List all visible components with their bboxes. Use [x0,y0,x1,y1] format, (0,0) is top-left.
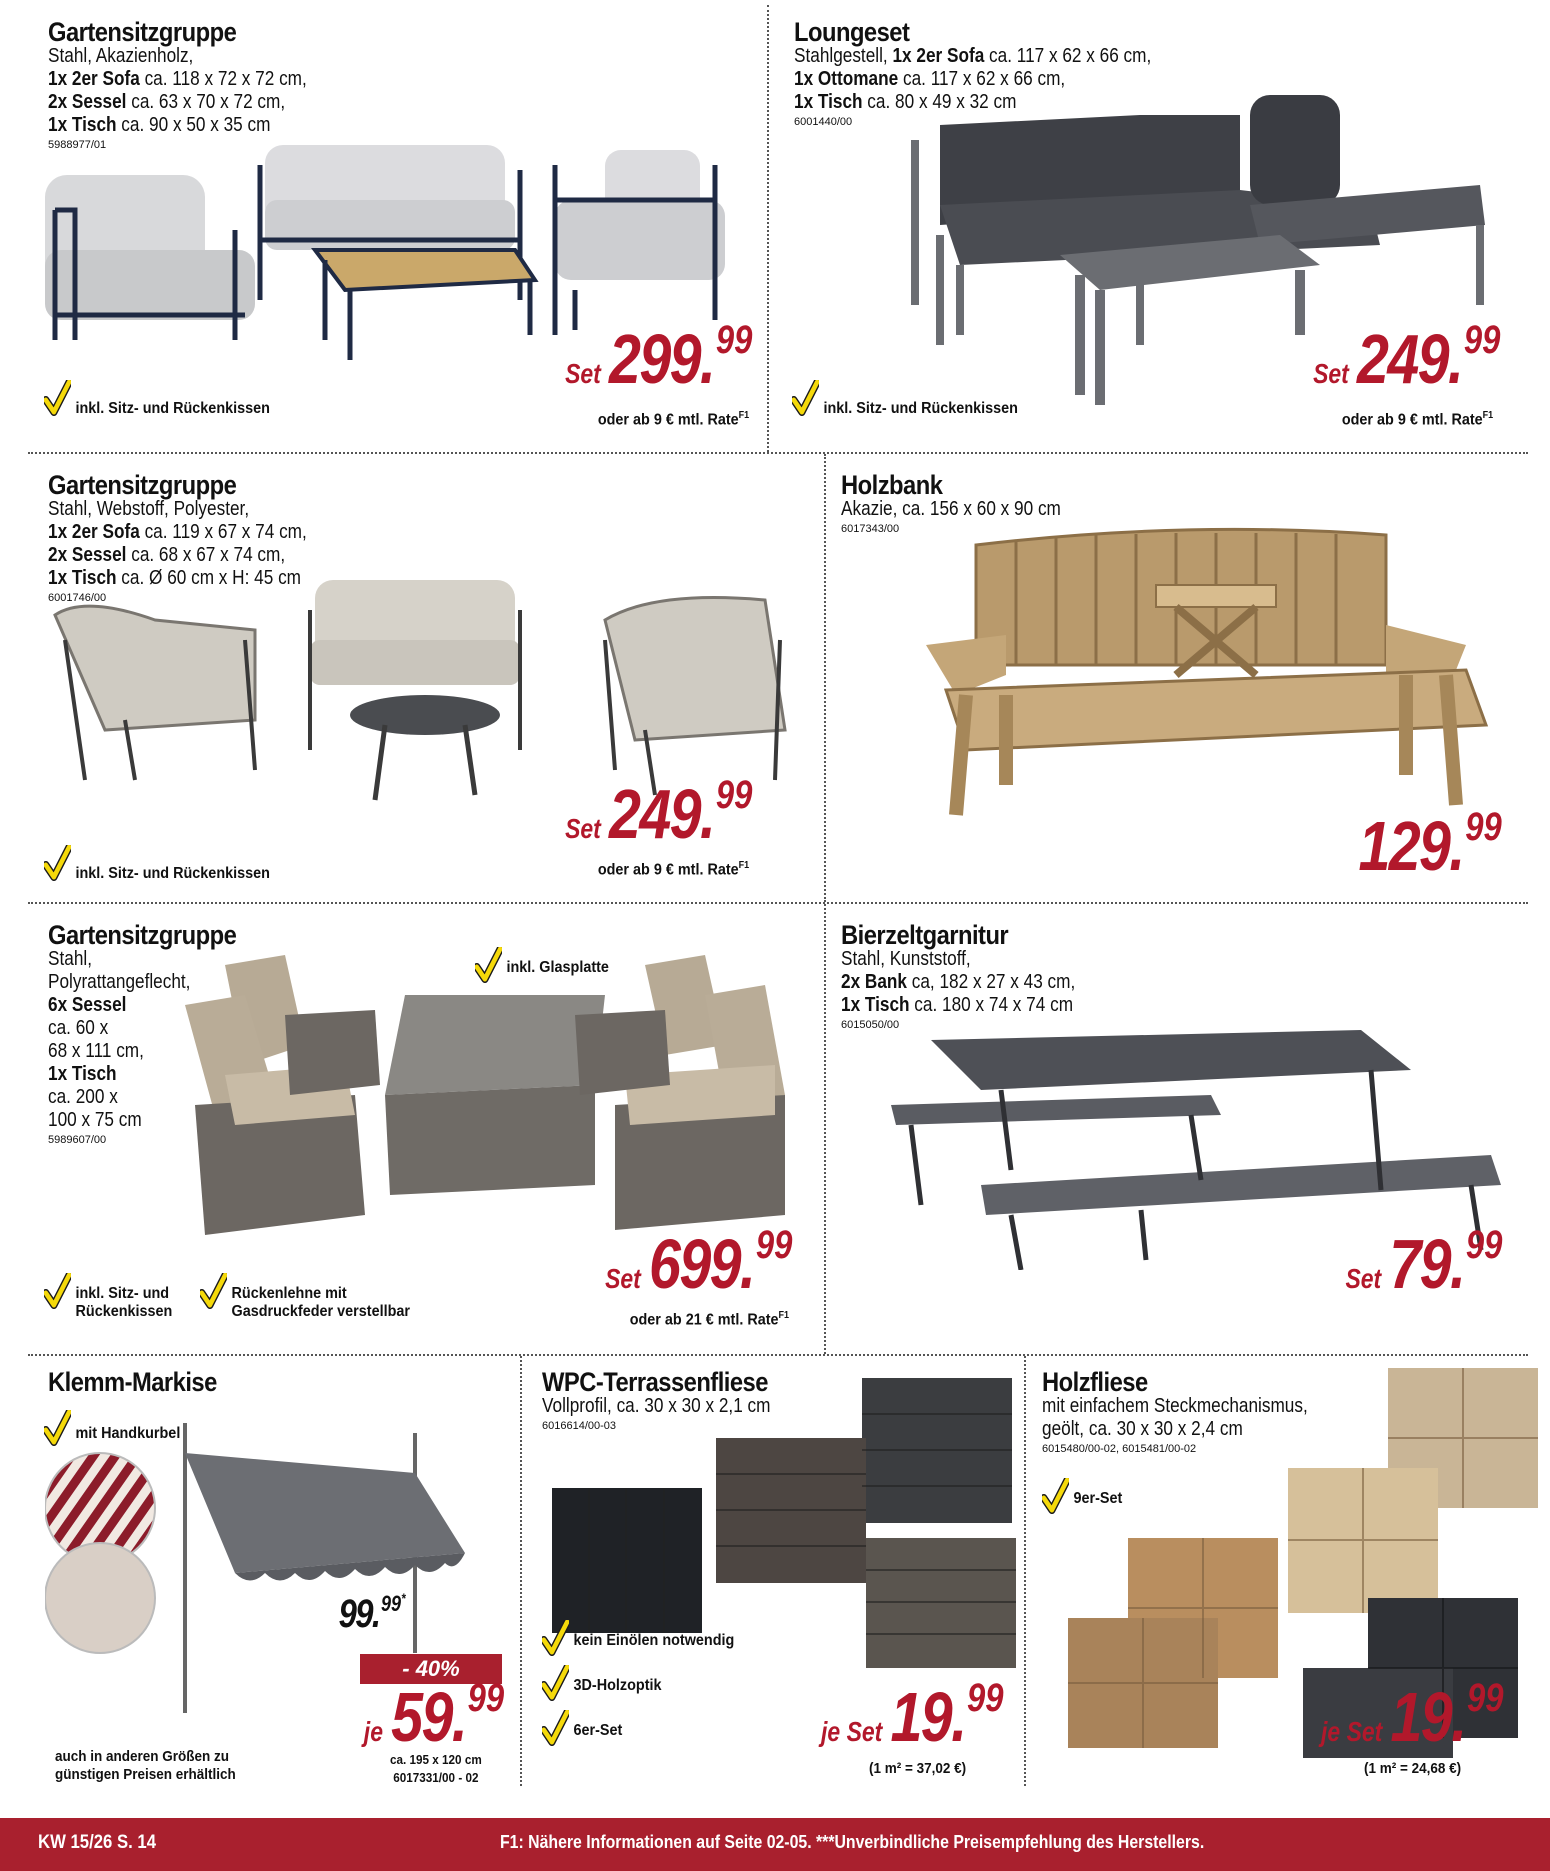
product-spec: Vollprofil, ca. 30 x 30 x 2,1 cm [542,1395,771,1417]
price: je Set 19.99 [1321,1676,1504,1756]
article-number: 6001440/00 [794,116,853,128]
price: je 59.99 [363,1676,504,1756]
feature-hand-crank: mit Handkurbel [44,1410,180,1448]
product-title: Gartensitzgruppe [48,17,237,47]
product-spec: ca. 200 x [48,1086,118,1108]
price: je Set 19.99 [821,1676,1004,1756]
installment-note: oder ab 21 € mtl. Rate$^{F1}$ [629,1310,789,1329]
column-divider-5 [1024,1356,1026,1786]
product-spec: geölt, ca. 30 x 30 x 2,4 cm [1042,1418,1243,1440]
footer-note: F1: Nähere Informationen auf Seite 02-05. ***Unverbindliche Preisempfehlung des Herstellers. [500,1832,1205,1852]
feature-6-set: 6er-Set [542,1710,622,1748]
row-divider-1 [28,452,1528,454]
product-spec: 6x Sessel [48,994,127,1016]
product-spec: Stahlgestell, 1x 2er Sofa ca. 117 x 62 x 66 cm, [794,45,1152,67]
checkmark-icon [44,845,71,883]
product-spec: 1x Tisch ca. Ø 60 cm x H: 45 cm [48,567,302,589]
product-card-gartensitzgruppe-webstoff[interactable] [0,455,822,900]
article-number: 6001746/00 [48,592,107,604]
product-spec: 1x Tisch ca. 90 x 50 x 35 cm [48,114,271,136]
checkmark-icon [542,1620,569,1658]
checkmark-icon [44,1273,71,1311]
old-price: 99.99* [339,1590,406,1636]
price: Set 249.99 [564,773,752,853]
article-number: 6016614/00-03 [542,1420,617,1432]
product-spec: 1x Tisch ca. 180 x 74 x 74 cm [841,994,1074,1016]
price: Set 299.99 [564,318,752,398]
product-spec: 2x Sessel ca. 68 x 67 x 74 cm, [48,544,286,566]
feature-adjustable-backrest: Rückenlehne mit Gasdruckfeder verstellbar [200,1273,410,1321]
product-title: Loungeset [794,17,910,47]
feature-9-set: 9er-Set [1042,1478,1122,1516]
product-title: WPC-Terrassenfliese [542,1367,768,1397]
other-sizes-note: auch in anderen Größen zu günstigen Preisen erhältlich [55,1748,236,1783]
product-card-holzbank[interactable] [826,455,1550,900]
product-title: Klemm-Markise [48,1367,217,1397]
product-card-klemm-markise[interactable] [0,1358,518,1788]
wooden-bench-image [926,525,1546,825]
feature-glass-top: inkl. Glasplatte [475,947,609,985]
installment-note: oder ab 9 € mtl. Rate$^{F1}$ [597,410,749,429]
size-info: ca. 195 x 120 cm 6017331/00 - 02 [390,1752,482,1785]
product-card-gartensitzgruppe-polyrattan[interactable] [0,905,822,1352]
unit-price: (1 m² = 37,02 €) [869,1760,967,1777]
product-card-holzfliese[interactable] [1028,1358,1550,1788]
product-title: Gartensitzgruppe [48,470,237,500]
product-spec: Stahl, Kunststoff, [841,948,971,970]
product-card-gartensitzgruppe-akazie[interactable] [0,0,766,450]
product-spec: Stahl, Akazienholz, [48,45,194,67]
feature-no-oiling: kein Einölen notwendig [542,1620,734,1658]
product-spec: Stahl, Webstoff, Polyester, [48,498,250,520]
checkmark-icon [542,1665,569,1703]
column-divider-1 [767,5,769,452]
feature-cushions: inkl. Sitz- und Rückenkissen [44,845,270,883]
feature-3d-wood-look: 3D-Holzoptik [542,1665,662,1703]
product-spec: 2x Sessel ca. 63 x 70 x 72 cm, [48,91,286,113]
article-number: 5989607/00 [48,1134,107,1146]
row-divider-2 [28,902,1528,904]
article-number: 5988977/01 [48,139,107,151]
feature-cushions: inkl. Sitz- und Rückenkissen [792,380,1018,418]
discount-badge: - 40% [360,1654,502,1684]
rattan-dining-set-image [165,955,815,1255]
product-spec: Polyrattangeflecht, [48,971,191,993]
product-spec: 1x Tisch ca. 80 x 49 x 32 cm [794,91,1017,113]
product-spec: Stahl, [48,948,92,970]
price: Set 699.99 [604,1223,792,1303]
product-card-wpc-terrassenfliese[interactable] [524,1358,1022,1788]
product-spec: 1x 2er Sofa ca. 118 x 72 x 72 cm, [48,68,307,90]
product-spec: Akazie, ca. 156 x 60 x 90 cm [841,498,1061,520]
product-title: Holzbank [841,470,943,500]
feature-cushions: inkl. Sitz- und Rückenkissen [44,1273,172,1321]
footer-bar [0,1818,1550,1871]
product-card-bierzeltgarnitur[interactable] [826,905,1550,1352]
price-loungeset: Set 249.99 [1312,318,1500,398]
product-spec: mit einfachem Steckmechanismus, [1042,1395,1308,1417]
article-number: 6017343/00 [841,523,900,535]
article-number: 6015480/00-02, 6015481/00-02 [1042,1443,1197,1455]
product-title: Gartensitzgruppe [48,920,237,950]
feature-cushions: inkl. Sitz- und Rückenkissen [44,380,270,418]
page-indicator: KW 15/26 S. 14 [38,1832,157,1853]
product-title: Holzfliese [1042,1367,1148,1397]
installment-note-loungeset: oder ab 9 € mtl. Rate$^{F1}$ [1341,410,1493,429]
installment-note: oder ab 9 € mtl. Rate$^{F1}$ [597,860,749,879]
checkmark-icon [44,380,71,418]
product-spec: 1x Tisch [48,1063,117,1085]
product-spec: 1x Ottomane ca. 117 x 62 x 66 cm, [794,68,1066,90]
checkmark-icon [542,1710,569,1748]
row-divider-3 [28,1354,1528,1356]
product-spec: ca. 60 x [48,1017,109,1039]
product-spec: 100 x 75 cm [48,1109,142,1131]
price: Set 79.99 [1345,1223,1502,1303]
product-spec: 1x 2er Sofa ca. 119 x 67 x 74 cm, [48,521,307,543]
checkmark-icon [792,380,819,418]
product-title: Bierzeltgarnitur [841,920,1009,950]
checkmark-icon [200,1273,227,1311]
product-spec: 2x Bank ca, 182 x 27 x 43 cm, [841,971,1076,993]
product-spec: 68 x 111 cm, [48,1040,144,1062]
article-number: 6015050/00 [841,1019,900,1031]
unit-price: (1 m² = 24,68 €) [1364,1760,1462,1777]
price: 129.99 [1358,805,1502,885]
column-divider-4 [520,1356,522,1786]
